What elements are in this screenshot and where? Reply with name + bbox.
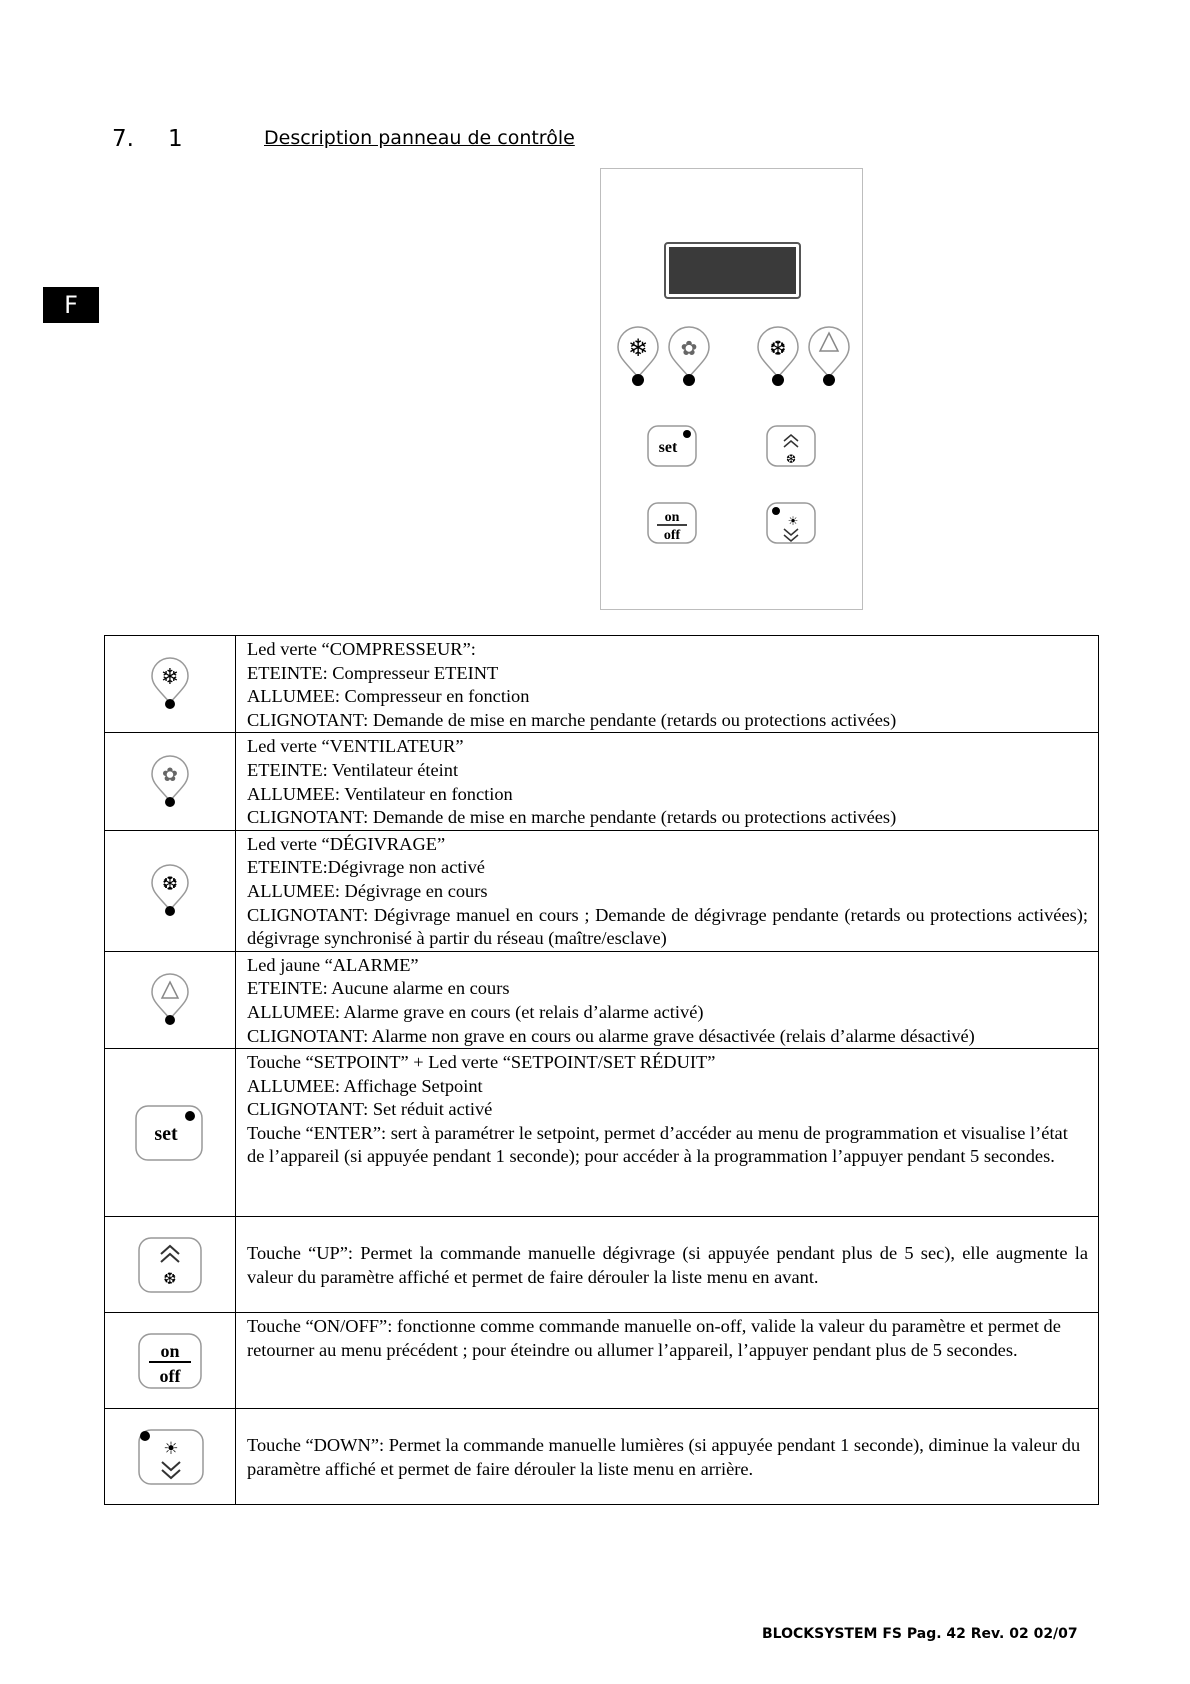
row-line: ETEINTE: Compresseur ETEINT [247,662,499,683]
svg-text:❆: ❆ [162,872,178,895]
fan-icon [105,733,236,830]
row-line: ALLUMEE: Dégivrage en cours [247,880,488,901]
table-row [105,1409,1099,1505]
table-row [105,733,1099,830]
section-number: 7. [112,126,134,152]
row-line: ETEINTE: Aucune alarme en cours [247,978,510,999]
panel-down-button[interactable] [767,503,815,543]
on-label: on [160,1340,180,1361]
row-line: ETEINTE: Ventilateur éteint [247,759,459,780]
page-footer: BLOCKSYSTEM FS Pag. 42 Rev. 02 02/07 [762,1626,1078,1642]
panel-on-off-button[interactable] [648,503,696,543]
row-line: ALLUMEE: Ventilateur en fonction [247,783,513,804]
row-description [236,1409,1099,1505]
section-subnumber: 1 [168,126,183,152]
down-button-icon [105,1409,236,1505]
row-line: Touche “ENTER”: sert à paramétrer le setpoint, permet d’accéder au menu de programmation et visualise l’état de l’appareil (si appuyée pendant 1 seconde); pour accéder à la programmation l’appuyer pendant 5 secondes. [247,1122,1068,1167]
row-description [236,733,1099,830]
table-row [105,636,1099,733]
svg-text:❆: ❆ [785,452,797,466]
row-description [236,636,1099,733]
row-line: ETEINTE:Dégivrage non activé [247,857,485,878]
alarm-bell-icon [105,951,236,1048]
section-title: Description panneau de contrôle [264,127,575,149]
row-line: Led verte “VENTILATEUR” [247,736,464,757]
panel-on-label: on [664,510,680,525]
description-table [104,635,1099,1505]
svg-text:☀: ☀ [163,1438,179,1459]
svg-text:❄: ❄ [160,665,180,691]
row-line: Led verte “DÉGIVRAGE” [247,833,446,854]
row-description [236,1049,1099,1217]
svg-text:✿: ✿ [162,763,178,786]
control-panel-illustration [600,168,863,610]
display-screen [665,243,800,298]
panel-set-button[interactable] [648,426,696,466]
row-line: CLIGNOTANT: Dégivrage manuel en cours ; Demande de dégivrage pendante (retards ou protections activées); dégivrage synchronisé à partir du réseau (maître/esclave) [247,904,1088,949]
panel-off-label: off [663,528,681,543]
row-line: CLIGNOTANT: Set réduit activé [247,1099,493,1120]
panel-set-label: set [658,439,678,456]
svg-text:❄: ❄ [627,334,649,362]
panel-fan-icon [669,327,709,386]
panel-compressor-icon [618,327,658,386]
set-label: set [154,1122,178,1145]
defrost-icon [105,830,236,951]
row-line: ALLUMEE: Alarme grave en cours (et relais d’alarme activé) [247,1001,704,1022]
row-line: CLIGNOTANT: Demande de mise en marche pendante (retards ou protections activées) [247,807,897,828]
up-button-icon [105,1217,236,1313]
svg-text:❆: ❆ [769,336,787,360]
svg-text:✿: ✿ [680,336,698,360]
row-line: Touche “ON/OFF”: fonctionne comme commande manuelle on-off, valide la valeur du paramètre et permet de retourner au menu précédent ; pour éteindre ou allumer l’appareil, l’appuyer pendant plus de 5 secondes. [247,1316,1061,1360]
off-label: off [159,1365,181,1386]
row-line: Touche “UP”: Permet la commande manuelle dégivrage (si appuyée pendant plus de 5 sec), elle augmente la valeur du paramètre affiché et permet de faire dérouler la liste menu en avant. [247,1243,1088,1287]
svg-text:☀: ☀ [787,514,799,528]
row-line: Led verte “COMPRESSEUR”: [247,639,476,659]
row-line: ALLUMEE: Affichage Setpoint [247,1075,483,1096]
row-description [236,1313,1099,1409]
panel-defrost-icon [758,327,798,386]
row-line: Touche “SETPOINT” + Led verte “SETPOINT/SET RÉDUIT” [247,1052,716,1073]
row-line: Touche “DOWN”: Permet la commande manuelle lumières (si appuyée pendant 1 seconde), diminue la valeur du paramètre affiché et permet de faire dérouler la liste menu en arrière. [247,1435,1081,1479]
on-off-button-icon [105,1313,236,1409]
row-description [236,830,1099,951]
panel-up-button[interactable] [767,426,815,466]
row-line: Led jaune “ALARME” [247,954,419,975]
table-row [105,1313,1099,1409]
compressor-snowflake-icon [105,636,236,733]
table-row [105,1217,1099,1313]
row-line: CLIGNOTANT: Alarme non grave en cours ou alarme grave désactivée (relais d’alarme désactivé) [247,1025,975,1046]
row-line: ALLUMEE: Compresseur en fonction [247,686,530,707]
svg-text:❆: ❆ [163,1268,177,1288]
row-description [236,951,1099,1048]
language-tab: F [43,287,99,323]
table-row [105,1049,1099,1217]
row-description [236,1217,1099,1313]
table-row [105,830,1099,951]
set-button-icon [105,1049,236,1217]
panel-alarm-icon [809,327,849,386]
row-line: CLIGNOTANT: Demande de mise en marche pendante (retards ou protections activées) [247,709,897,730]
table-row [105,951,1099,1048]
